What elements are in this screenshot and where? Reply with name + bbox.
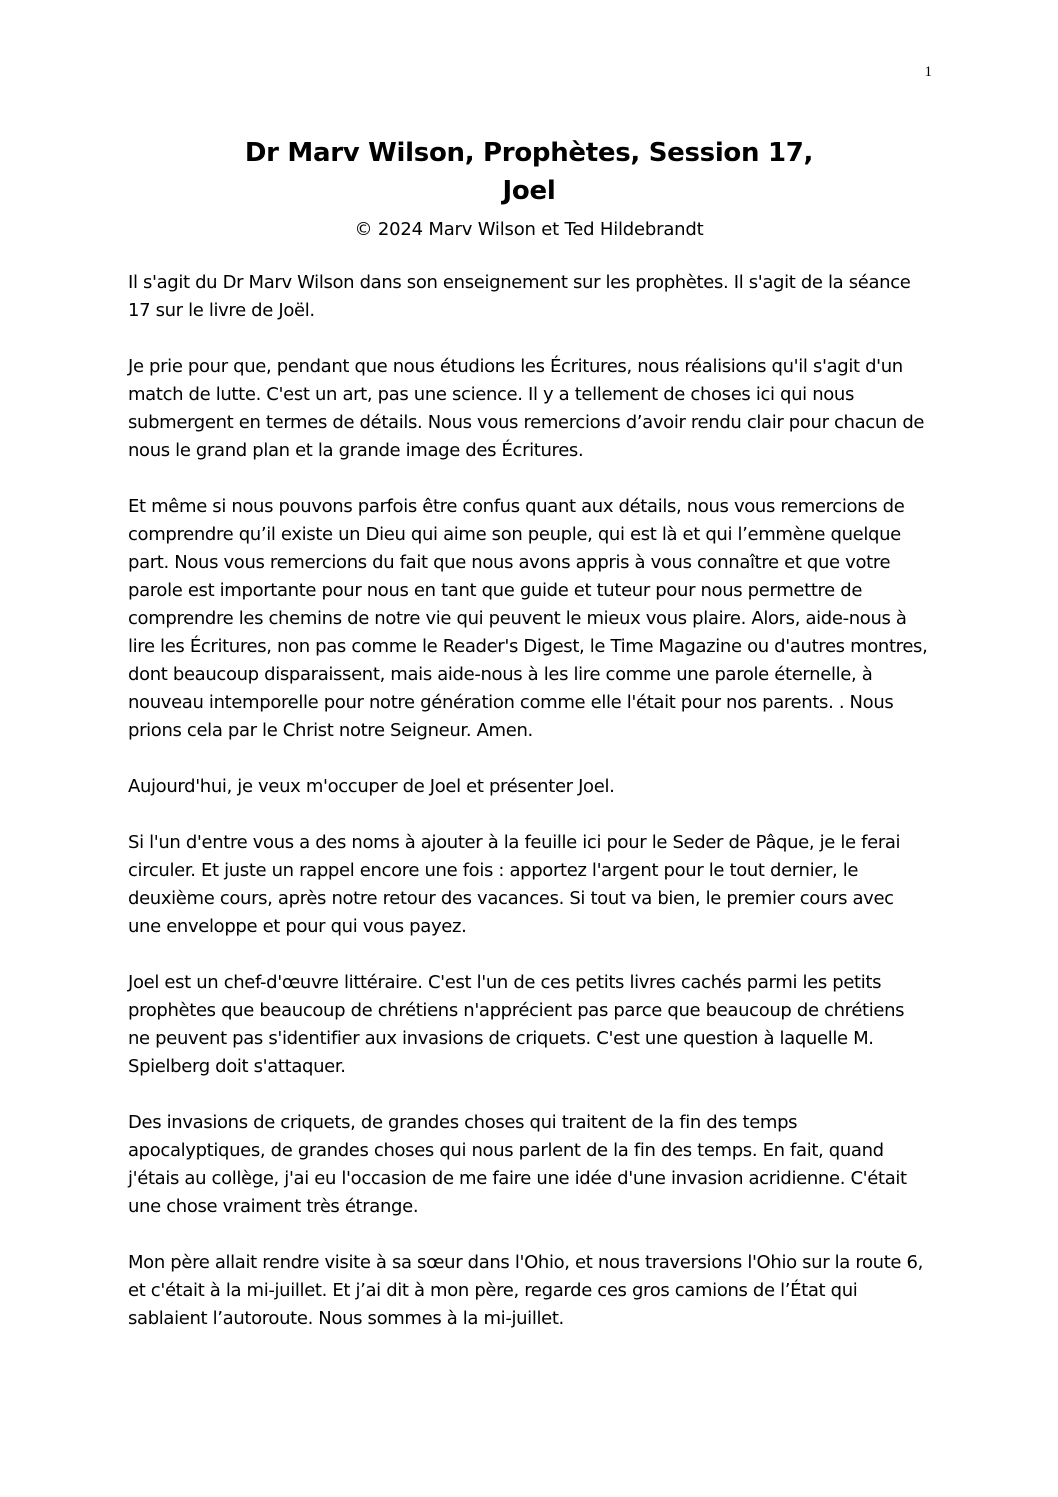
title-line-1: Dr Marv Wilson, Prophètes, Session 17, xyxy=(244,138,814,168)
paragraph-today: Aujourd'hui, je veux m'occuper de Joel et présenter Joel. xyxy=(128,776,615,797)
page-number: 1 xyxy=(924,64,932,80)
paragraph-joel-masterpiece: Joel est un chef-d'œuvre littéraire. C'est l'un de ces petits livres cachés parmi les petits prophètes que beaucoup de chrétiens n'apprécient pas parce que beaucoup de chrétiens ne peuvent pas s'identifier aux invasions de criquets. C'est une question à laquelle M. Spielberg doit s'attaquer. xyxy=(128,972,905,1077)
paragraph-prayer-2: Et même si nous pouvons parfois être confus quant aux détails, nous vous remercions de comprendre qu’il existe un Dieu qui aime son peuple, qui est là et qui l’emmène quelque part. Nous vous remercions du fait que nous avons appris à vous connaître et que votre parole est importante pour nous en tant que guide et tuteur pour nous permettre de comprendre les chemins de notre vie qui peuvent le mieux vous plaire. Alors, aide-nous à lire les Écritures, non pas comme le Reader's Digest, le Time Magazine ou d'autres montres, dont beaucoup disparaissent, mais aide-nous à les lire comme une parole éternelle, à nouveau intemporelle pour notre génération comme elle l'était pour nos parents. . Nous prions cela par le Christ notre Seigneur. Amen. xyxy=(128,496,928,741)
paragraph-ohio-story: Mon père allait rendre visite à sa sœur dans l'Ohio, et nous traversions l'Ohio sur la route 6, et c'était à la mi-juillet. Et j’ai dit à mon père, regarde ces gros camions de l’État qui sablaient l’autoroute. Nous sommes à la mi-juillet. xyxy=(128,1252,923,1329)
document-body xyxy=(128,269,928,1361)
title-line-2: Joel xyxy=(502,176,556,206)
copyright-line: © 2024 Marv Wilson et Ted Hildebrandt xyxy=(354,219,704,240)
document-title xyxy=(0,134,1058,210)
paragraph-locust-invasions: Des invasions de criquets, de grandes choses qui traitent de la fin des temps apocalyptiques, de grandes choses qui nous parlent de la fin des temps. En fait, quand j'étais au collège, j'ai eu l'occasion de me faire une idée d'une invasion acridienne. C'était une chose vraiment très étrange. xyxy=(128,1112,907,1217)
paragraph-intro: Il s'agit du Dr Marv Wilson dans son enseignement sur les prophètes. Il s'agit de la séance 17 sur le livre de Joël. xyxy=(128,272,911,321)
paragraph-prayer-1: Je prie pour que, pendant que nous étudions les Écritures, nous réalisions qu'il s'agit d'un match de lutte. C'est un art, pas une science. Il y a tellement de choses ici qui nous submergent en termes de détails. Nous vous remercions d’avoir rendu clair pour chacun de nous le grand plan et la grande image des Écritures. xyxy=(128,356,925,461)
paragraph-announcements: Si l'un d'entre vous a des noms à ajouter à la feuille ici pour le Seder de Pâque, je le ferai circuler. Et juste un rappel encore une fois : apportez l'argent pour le tout dernier, le deuxième cours, après notre retour des vacances. Si tout va bien, le premier cours avec une enveloppe et pour qui vous payez. xyxy=(128,832,901,937)
